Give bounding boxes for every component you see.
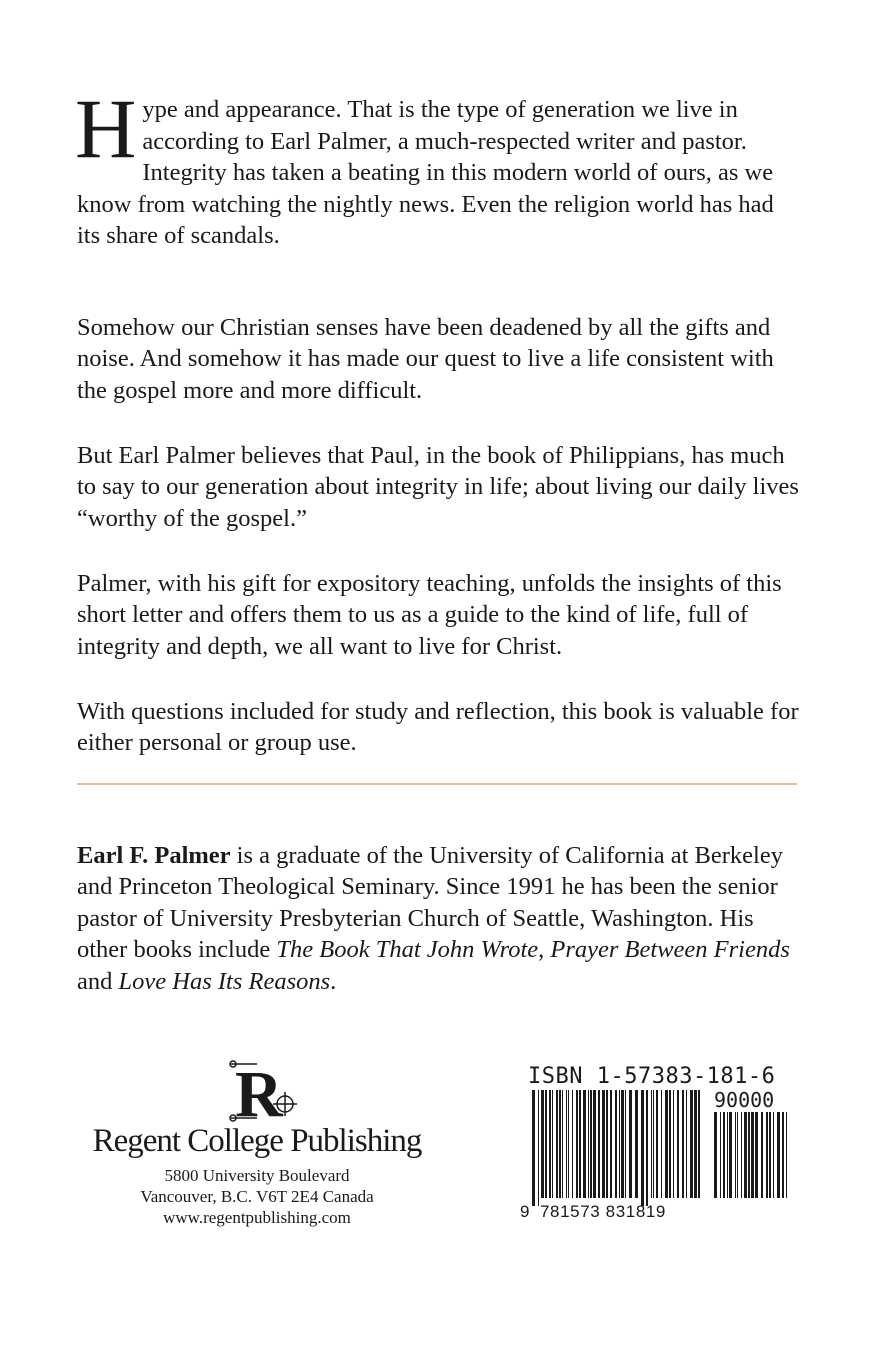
barcode-bar: [541, 1090, 544, 1198]
barcode-bar: [538, 1090, 539, 1206]
barcode-bar: [741, 1112, 742, 1198]
isbn-label: ISBN 1-57383-181-6: [528, 1064, 776, 1089]
barcode-bar: [735, 1112, 736, 1198]
barcode-bar: [653, 1090, 654, 1198]
barcode-bar: [629, 1090, 632, 1198]
book-title-3: Love Has Its Reasons: [118, 967, 331, 995]
barcode-bar: [744, 1112, 747, 1198]
barcode-bar: [588, 1090, 589, 1198]
barcode-bar: [615, 1090, 617, 1198]
barcode-bar: [606, 1090, 608, 1198]
barcode-bar: [635, 1090, 638, 1198]
publisher-logo: [227, 1058, 357, 1122]
publisher-name: Regent College Publishing: [92, 1123, 422, 1159]
barcode-bar: [562, 1090, 563, 1198]
barcode-bar: [720, 1112, 721, 1198]
book-title-2: Prayer Between Friends: [550, 936, 790, 963]
barcode-bar: [737, 1112, 738, 1198]
barcode-bar: [568, 1090, 569, 1198]
bio-separator-2: and: [77, 967, 119, 995]
barcode-bar: [694, 1090, 697, 1198]
barcode-bar: [761, 1112, 763, 1198]
barcode-bar: [593, 1090, 596, 1198]
barcode-bar: [549, 1090, 551, 1198]
author-bio: [77, 840, 802, 998]
description-paragraph-3: But Earl Palmer believes that Paul, in the book of Philippians, has much to say to our generation about integrity in life; about living our daily lives “worthy of the gospel.”: [77, 441, 799, 532]
addon-barcode: [714, 1112, 790, 1206]
barcode-bar: [677, 1090, 679, 1198]
barcode-bar: [641, 1090, 644, 1206]
barcode-bar: [755, 1112, 758, 1198]
barcode-bar: [590, 1090, 592, 1198]
description-paragraph-1: [75, 82, 802, 252]
publisher-website: www.regentpublishing.com: [163, 1208, 351, 1227]
barcode-bar: [769, 1112, 771, 1198]
ean-barcode: [532, 1090, 702, 1206]
drop-cap: H: [75, 82, 137, 176]
publisher-address: [77, 1165, 437, 1228]
barcode-bar: [532, 1090, 535, 1206]
barcode-bar: [566, 1090, 567, 1198]
barcode-bar: [625, 1090, 626, 1198]
barcode-bar: [727, 1112, 728, 1198]
barcode-bar: [766, 1112, 768, 1198]
barcode-bar: [777, 1112, 780, 1198]
barcode-bar: [661, 1090, 662, 1198]
author-name: Earl F. Palmer: [77, 841, 231, 869]
barcode-bar: [621, 1090, 624, 1198]
barcode-bar: [786, 1112, 787, 1198]
barcode-bar: [576, 1090, 578, 1198]
barcode-bar: [686, 1090, 687, 1198]
barcode-bar: [690, 1090, 693, 1198]
barcode-bar: [651, 1090, 652, 1198]
barcode-bar: [698, 1090, 700, 1198]
barcode-bar: [610, 1090, 612, 1198]
barcode-bar: [729, 1112, 732, 1198]
barcode-bar: [598, 1090, 600, 1198]
barcode-bar: [572, 1090, 573, 1198]
barcode-bar: [748, 1112, 750, 1198]
ean-digits: 781573 831819: [540, 1202, 666, 1221]
author-bio-text: is a graduate of the University of California at Berkeley and Princeton Theological Seminary. Since 1991 he has been the senior pastor of University Presbyterian Church of Seattle, Washington. His other books include: [77, 841, 783, 963]
barcode-bar: [714, 1112, 717, 1198]
price-code: 90000: [714, 1088, 775, 1112]
barcode-bar: [579, 1090, 581, 1198]
book-title-1: The Book That John Wrote: [276, 936, 539, 963]
ean-first-digit: 9: [520, 1202, 530, 1221]
barcode-bar: [773, 1112, 774, 1198]
description-paragraph-4: Palmer, with his gift for expository teaching, unfolds the insights of this short letter and offers them to us as a guide to the kind of life, full of integrity and depth, we all want to live for Christ.: [77, 569, 782, 660]
barcode-bar: [665, 1090, 668, 1198]
description-paragraph-5: With questions included for study and reflection, this book is valuable for either personal or group use.: [77, 697, 799, 756]
barcode-bar: [602, 1090, 605, 1198]
barcode-bar: [751, 1112, 754, 1198]
barcode-bar: [782, 1112, 784, 1198]
barcode-bar: [673, 1090, 674, 1198]
address-line-1: 5800 University Boulevard: [164, 1166, 350, 1185]
barcode-bar: [545, 1090, 547, 1198]
barcode-bar: [619, 1090, 620, 1198]
barcode-bar: [559, 1090, 561, 1198]
barcode-bar: [669, 1090, 671, 1198]
logo-letter: R: [235, 1058, 283, 1122]
barcode-bar: [656, 1090, 658, 1198]
barcode-bar: [556, 1090, 558, 1198]
section-divider: [77, 783, 797, 785]
bio-separator-1: ,: [538, 936, 551, 963]
barcode-bar: [646, 1090, 648, 1206]
barcode-bar: [682, 1090, 684, 1198]
description-paragraph-2: Somehow our Christian senses have been deadened by all the gifts and noise. And somehow it has made our quest to live a life consistent with the gospel more and more difficult.: [77, 313, 774, 404]
address-line-2: Vancouver, B.C. V6T 2E4 Canada: [140, 1187, 374, 1206]
barcode-bar: [723, 1112, 725, 1198]
barcode-block: [520, 1064, 800, 1224]
barcode-bar: [552, 1090, 553, 1198]
bio-end: .: [330, 967, 337, 995]
description-paragraph-1-text: ype and appearance. That is the type of generation we live in according to Earl Palmer, a much-respected writer and pastor. Integrity has taken a beating in this modern world of ours, as we know from watching the nightly news. Even the religion world has had its share of scandals.: [77, 96, 774, 249]
barcode-bar: [583, 1090, 586, 1198]
